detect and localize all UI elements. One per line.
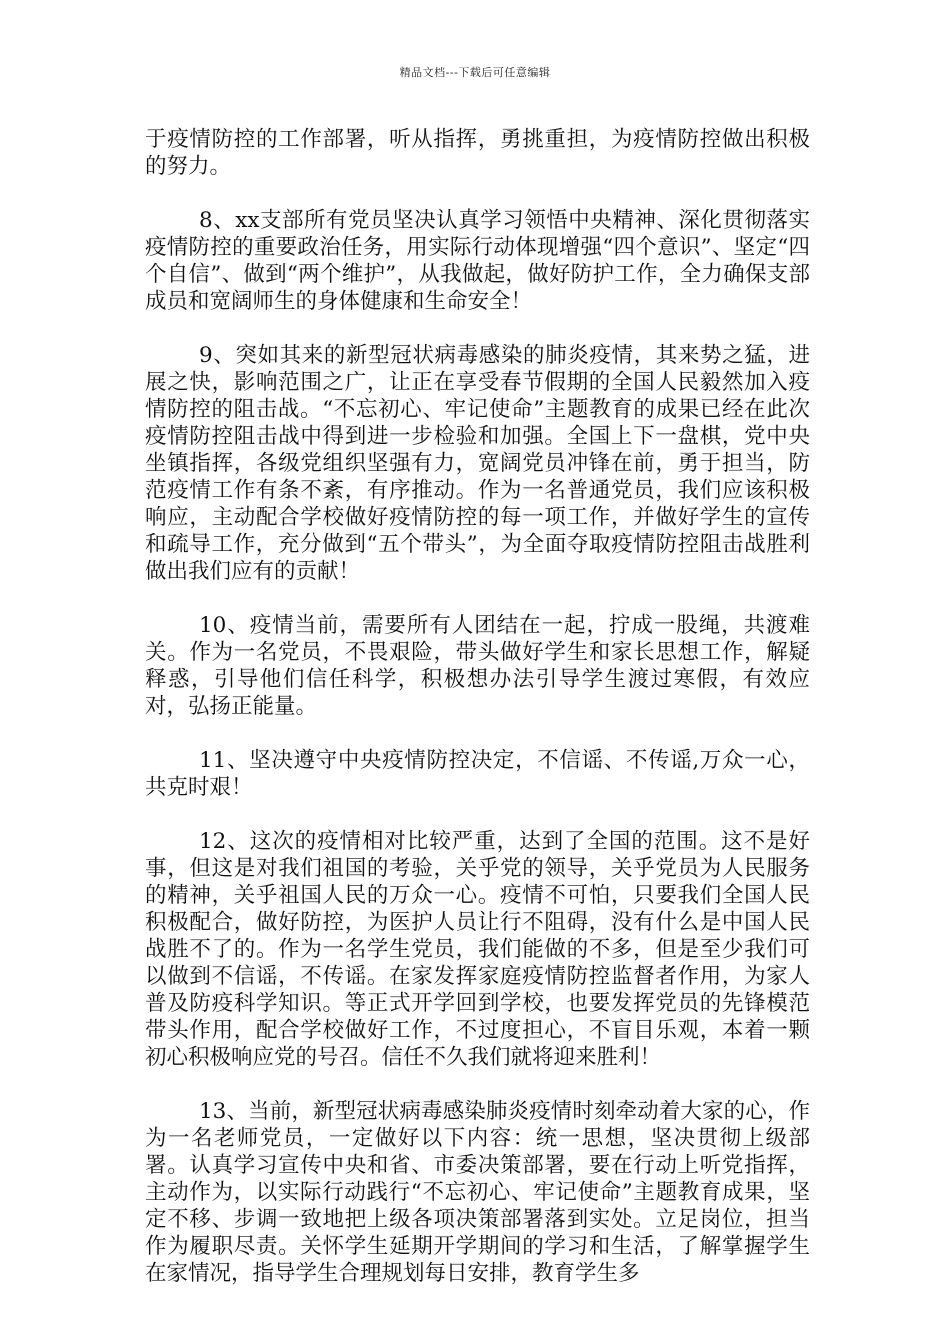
paragraph-13: 13、当前，新型冠状病毒感染肺炎疫情时刻牵动着大家的心，作为一名老师党员，一定做好以下内容：统一思想，坚决贯彻上级部署。认真学习宣传中央和省、市委决策部署，要在行动上听党指挥，主动作为，以实际行动践行“不忘初心、牢记使命”主题教育成果，坚定不移、步调一致地把上级各项决策部署落到实处。立足岗位，担当作为履职尽责。关怀学生延期开学期间的学习和生活，了解掌握学生在家情况，指导学生合理规划每日安排，教育学生多	[145, 1099, 810, 1286]
document-body	[145, 126, 810, 1314]
paragraph-continued: 于疫情防控的工作部署，听从指挥，勇挑重担，为疫情防控做出积极的努力。	[145, 127, 810, 179]
paragraph-9: 9、突如其来的新型冠状病毒感染的肺炎疫情，其来势之猛，进展之快，影响范围之广，让正在享受春节假期的全国人民毅然加入疫情防控的阻击战。“不忘初心、牢记使命”主题教育的成果已经在此次疫情防控阻击战中得到进一步检验和加强。全国上下一盘棋，党中央坐镇指挥，各级党组织坚强有力，宽阔党员冲锋在前，勇于担当，防范疫情工作有条不紊，有序推动。作为一名普通党员，我们应该积极响应，主动配合学校做好疫情防控的每一项工作，并做好学生的宣传和疏导工作，充分做到“五个带头”，为全面夺取疫情防控阻击战胜利做出我们应有的贡献！	[145, 343, 810, 584]
paragraph-8: 8、xx支部所有党员坚决认真学习领悟中央精神、深化贯彻落实疫情防控的重要政治任务，用实际行动体现增强“四个意识”、坚定“四个自信”、做到“两个维护”，从我做起，做好防护工作，全力确保支部成员和宽阔师生的身体健康和生命安全！	[145, 208, 810, 314]
paragraph-11: 11、坚决遵守中央疫情防控决定，不信谣、不传谣,万众一心，共克时艰！	[145, 748, 810, 800]
paragraph-12: 12、这次的疫情相对比较严重，达到了全国的范围。这不是好事，但这是对我们祖国的考验，关乎党的领导，关乎党员为人民服务的精神，关乎祖国人民的万众一心。疫情不可怕，只要我们全国人民积极配合，做好防控，为医护人员让行不阻碍，没有什么是中国人民战胜不了的。作为一名学生党员，我们能做的不多，但是至少我们可以做到不信谣，不传谣。在家发挥家庭疫情防控监督者作用，为家人普及防疫科学知识。等正式开学回到学校，也要发挥党员的先锋模范带头作用，配合学校做好工作，不过度担心，不盲目乐观，本着一颗初心积极响应党的号召。信任不久我们就将迎来胜利！	[145, 829, 810, 1070]
page-header: 精品文档---下载后可任意编辑	[399, 66, 551, 79]
paragraph-10: 10、疫情当前，需要所有人团结在一起，拧成一股绳，共渡难关。作为一名党员，不畏艰险，带头做好学生和家长思想工作，解疑释惑，引导他们信任科学，积极想办法引导学生渡过寒假，有效应对，弘扬正能量。	[145, 613, 810, 719]
